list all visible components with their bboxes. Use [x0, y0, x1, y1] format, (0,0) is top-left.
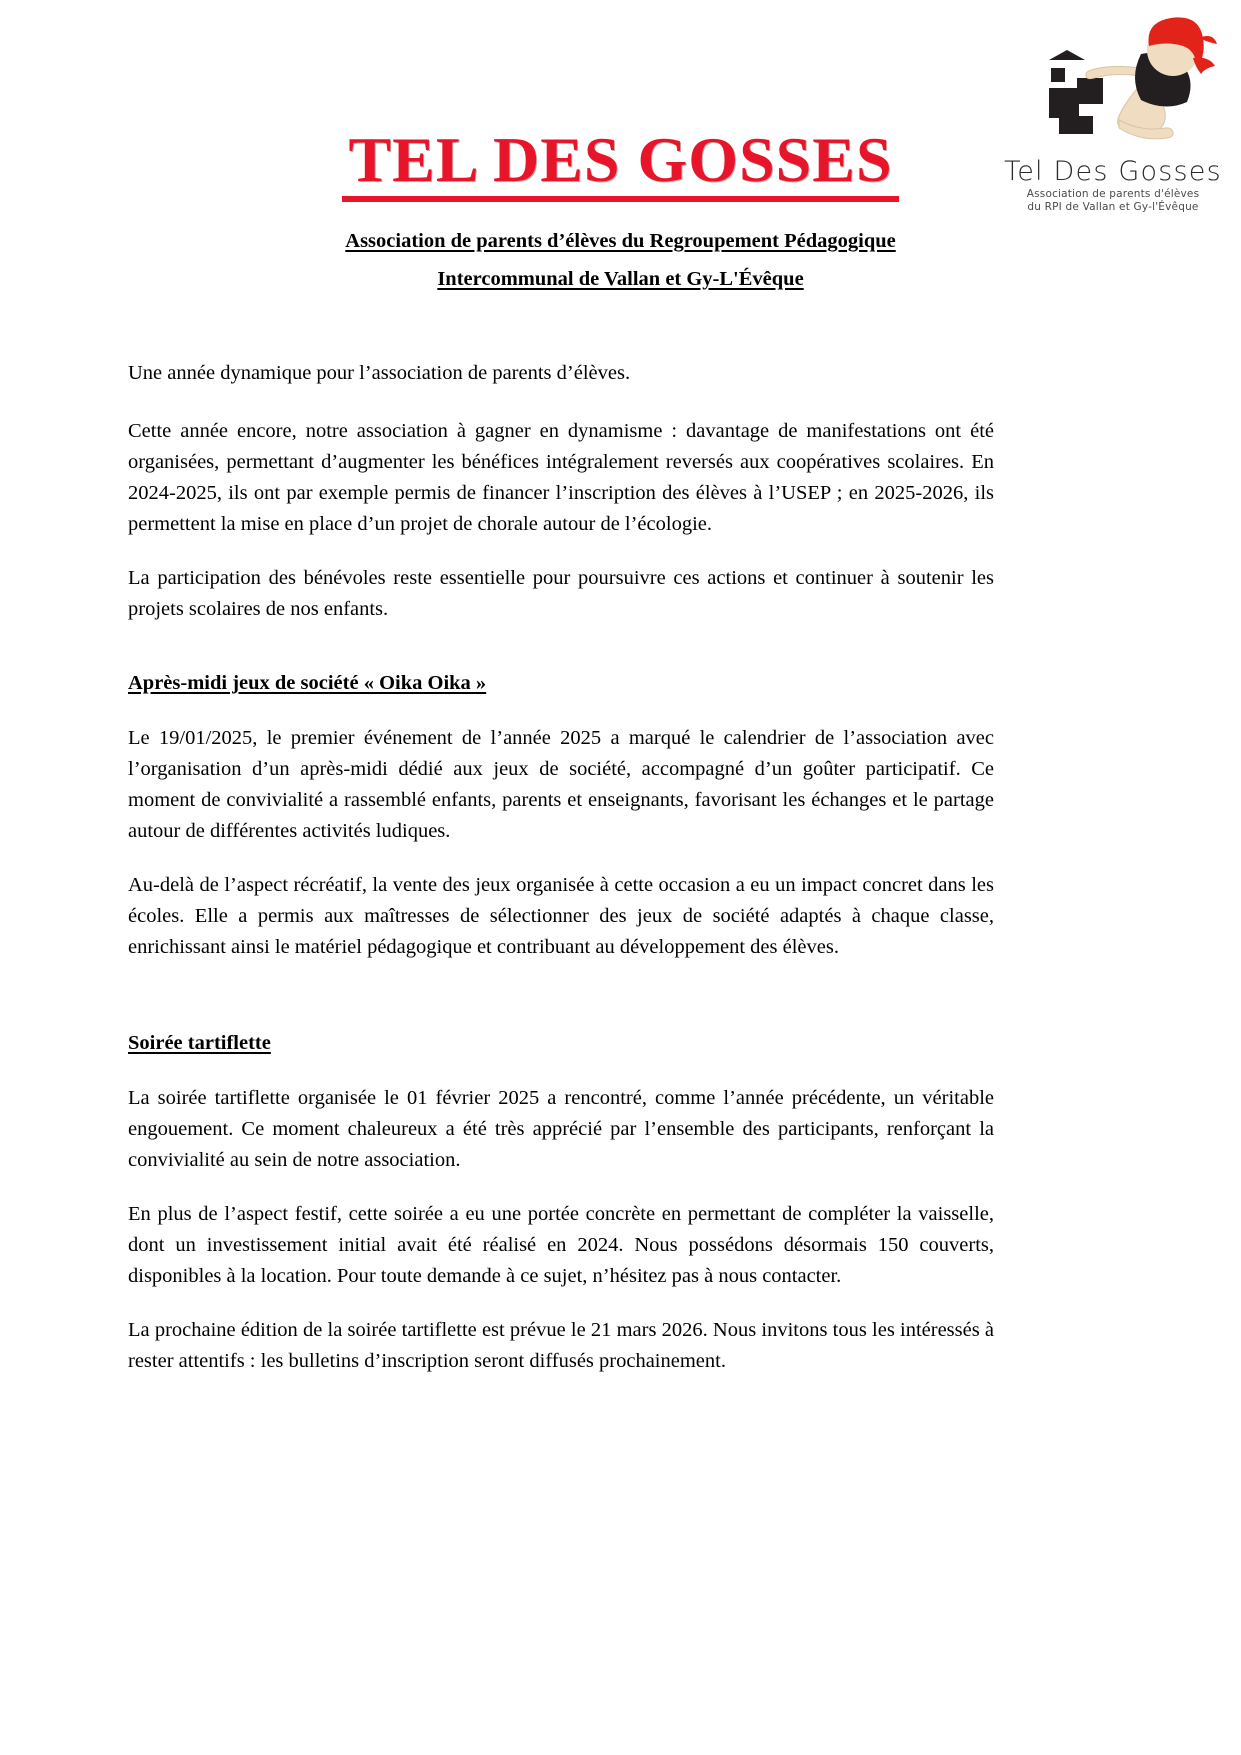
child-figure-icon [1086, 17, 1217, 138]
section-2-paragraph-2: En plus de l’aspect festif, cette soirée a eu une portée concrète en permettant de compléter la vaisselle, dont un investissement initial avait été réalisé en 2024. Nous possédons désormais 150 couverts, disponibles à la location. Pour toute demande à ce sujet, n’hésitez pas à nous contacter. [128, 1203, 994, 1287]
page-title [0, 124, 1241, 202]
section-heading-soiree-tartiflette: Soirée tartiflette [128, 1032, 271, 1054]
logo-subtitle-line-2: du RPI de Vallan et Gy-l'Évêque [1027, 201, 1199, 214]
logo-wordmark: Tel Des Gosses [1004, 156, 1222, 187]
section-1-paragraph-2: Au-delà de l’aspect récréatif, la vente des jeux organisée à cette occasion a eu un impact concret dans les écoles. Elle a permis aux maîtresses de sélectionner des jeux de société adaptés à chaque classe, enrichissant ainsi le matériel pédagogique et contribuant au développement des élèves. [128, 874, 994, 958]
body-paragraph-3: La participation des bénévoles reste essentielle pour poursuivre ces actions et continuer à soutenir les projets scolaires de nos enfants. [128, 567, 994, 620]
page-title-text: TEL DES GOSSES [342, 128, 898, 202]
page-subtitle-line-1: Association de parents d’élèves du Regroupement Pédagogique [345, 230, 896, 252]
body-paragraph-2: Cette année encore, notre association à gagner en dynamisme : davantage de manifestations ont été organisées, permettant d’augmenter les bénéfices intégralement reversés aux coopératives scolaires. En 2024-2025, ils ont par exemple permis de financer l’inscription des élèves à l’USEP ; en 2025-2026, ils permettent la mise en place d’un projet de chorale autour de l’écologie. [128, 420, 994, 535]
document-body [128, 358, 994, 1400]
section-heading-oika-oika: Après-midi jeux de société « Oika Oika » [128, 672, 487, 694]
section-2-paragraph-3: La prochaine édition de la soirée tartiflette est prévue le 21 mars 2026. Nous invitons tous les intéressés à rester attentifs : les bulletins d’inscription seront diffusés prochainement. [128, 1319, 994, 1372]
masthead [0, 0, 1241, 300]
intro-paragraph: Une année dynamique pour l’association de parents d’élèves. [128, 362, 631, 384]
building-blocks-icon [1049, 50, 1103, 134]
logo-subtitle-line-1: Association de parents d'élèves [1026, 188, 1200, 200]
section-1-paragraph-1: Le 19/01/2025, le premier événement de l’année 2025 a marqué le calendrier de l’association avec l’organisation d’un après-midi dédié aux jeux de société, accompagné d’un goûter participatif. Ce moment de convivialité a rassemblé enfants, parents et enseignants, favorisant les échanges et le partage autour de différentes activités ludiques. [128, 727, 994, 842]
page-subtitle-line-2: Intercommunal de Vallan et Gy-L'Évêque [437, 268, 804, 290]
section-2-paragraph-1: La soirée tartiflette organisée le 01 février 2025 a rencontré, comme l’année précédente, un véritable engouement. Ce moment chaleureux a été très apprécié par l’ensemble des participants, renforçant la convivialité au sein de notre association. [128, 1087, 994, 1171]
page-subtitle [0, 222, 1241, 298]
